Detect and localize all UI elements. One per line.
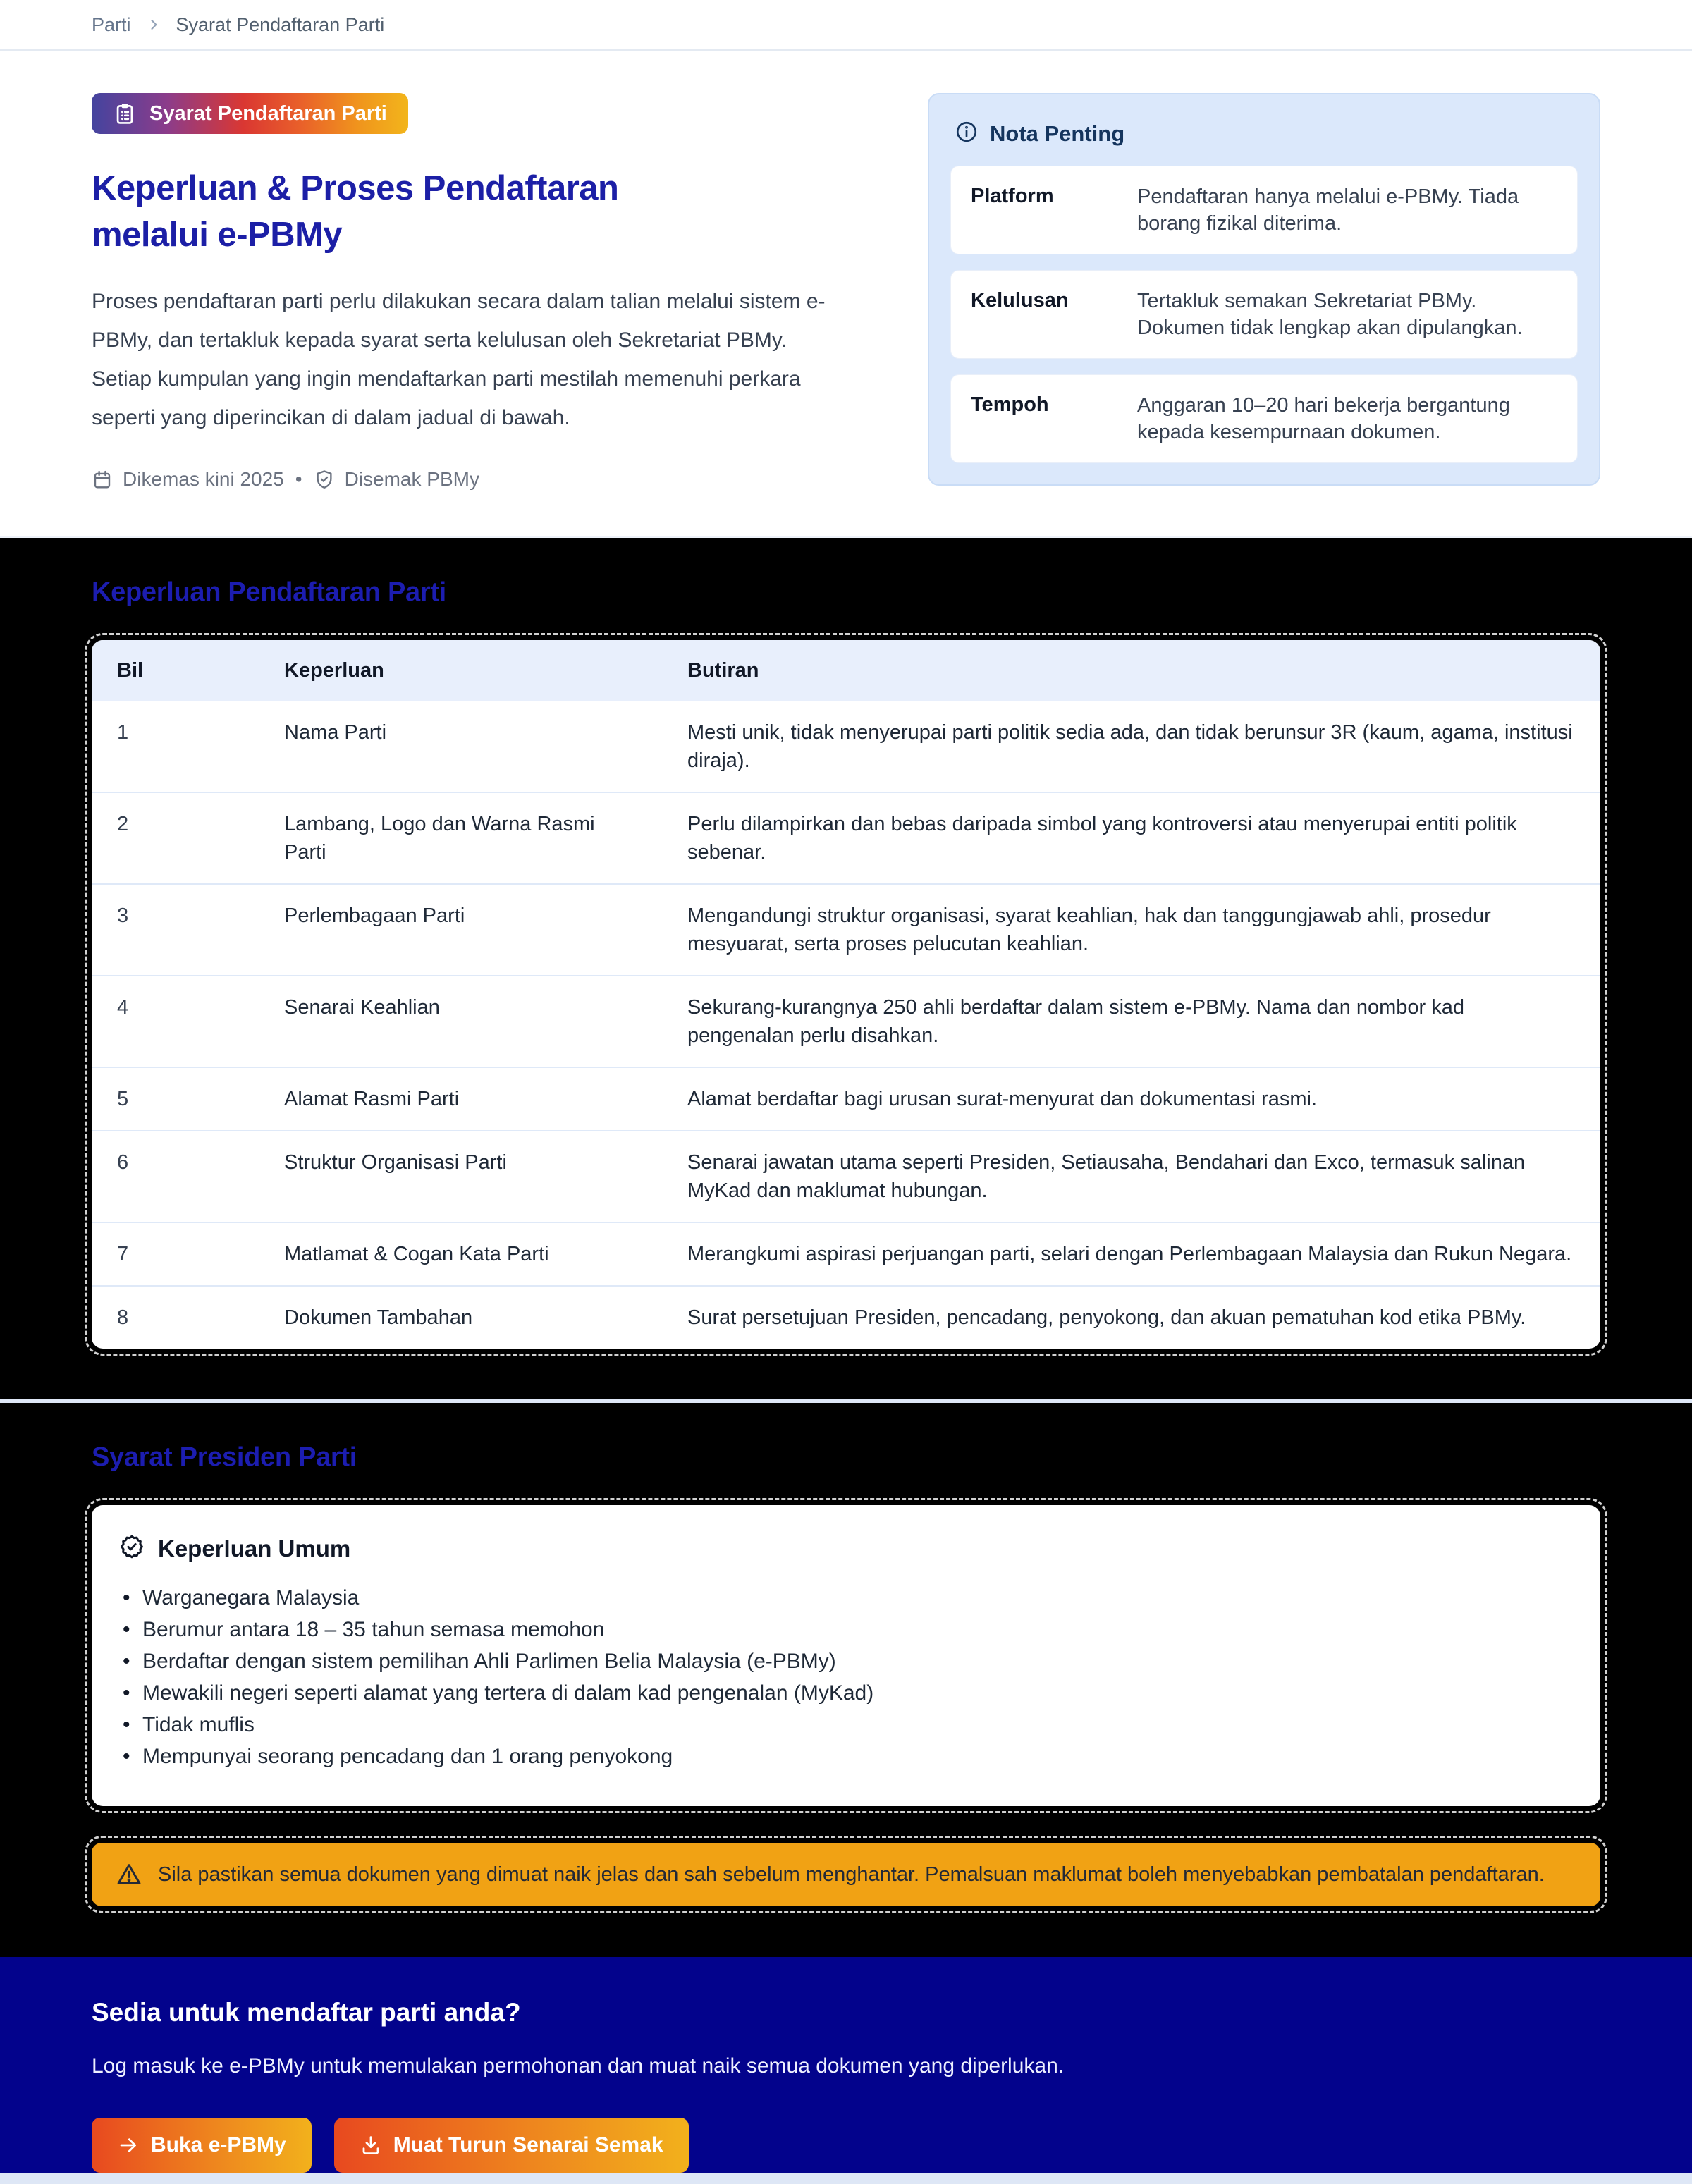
cell-bil: 1 xyxy=(117,721,129,744)
cell-butiran: Merangkumi aspirasi perjuangan parti, selari dengan Perlembagaan Malaysia dan Rukun Negara. xyxy=(687,1243,1572,1265)
cell-butiran: Alamat berdaftar bagi urusan surat-menyurat dan dokumentasi rasmi. xyxy=(687,1088,1317,1110)
hero-section xyxy=(0,51,1692,538)
bottom-strip xyxy=(0,2173,1692,2184)
warning-text: Sila pastikan semua dokumen yang dimuat naik jelas dan sah sebelum menghantar. Pemalsuan maklumat boleh menyebabkan pembatalan pendaftaran. xyxy=(158,1863,1545,1886)
nota-item-kelulusan xyxy=(950,270,1578,359)
badge-check-icon xyxy=(118,1533,145,1564)
cell-butiran: Perlu dilampirkan dan bebas daripada simbol yang kontroversi atau menyerupai entiti politik sebenar. xyxy=(687,813,1517,864)
nota-item-text: Anggaran 10–20 hari bekerja bergantung kepada kesempurnaan dokumen. xyxy=(1137,394,1510,443)
hero-badge xyxy=(92,93,408,134)
chevron-right-icon xyxy=(147,18,161,32)
nota-item-text: Tertakluk semakan Sekretariat PBMy. Dokumen tidak lengkap akan dipulangkan. xyxy=(1137,290,1523,339)
page-title-line-1: Keperluan & Proses Pendaftaran xyxy=(92,169,619,207)
cell-keperluan: Matlamat & Cogan Kata Parti xyxy=(284,1243,549,1265)
cell-keperluan: Perlembagaan Parti xyxy=(284,904,465,927)
cell-keperluan: Lambang, Logo dan Warna Rasmi Parti xyxy=(284,813,595,864)
cell-keperluan: Senarai Keahlian xyxy=(284,996,440,1019)
meta-dot: • xyxy=(295,468,302,490)
open-epbmy-button[interactable] xyxy=(92,2118,312,2173)
table-row xyxy=(92,975,1600,1067)
cta-buttons xyxy=(92,2118,1600,2173)
nota-penting-card xyxy=(928,93,1600,486)
cell-keperluan: Struktur Organisasi Parti xyxy=(284,1151,507,1174)
breadcrumb-link-parti[interactable]: Parti xyxy=(92,13,131,35)
list-item: • Tidak muflis xyxy=(118,1712,1574,1738)
nota-penting-title: Nota Penting xyxy=(990,121,1125,146)
cell-bil: 3 xyxy=(117,904,129,927)
hero-description: Proses pendaftaran parti perlu dilakukan secara dalam talian melalui sistem e-PBMy, dan tertakluk kepada syarat serta kelulusan oleh Sekretariat PBMy. Setiap kumpulan yang ingin mendaftarkan parti mestilah memenuhi perkara seperti yang diperincikan di dalam jadual di bawah. xyxy=(92,290,826,429)
keperluan-umum-card xyxy=(92,1505,1600,1806)
calendar-icon xyxy=(92,469,113,490)
meta-updated-label: Dikemas kini 2025 xyxy=(123,468,284,490)
keperluan-umum-title: Keperluan Umum xyxy=(158,1535,351,1562)
list-item: • Berumur antara 18 – 35 tahun semasa memohon xyxy=(118,1616,1574,1643)
page-title-line-2: melalui e-PBMy xyxy=(92,216,343,254)
breadcrumb xyxy=(92,14,384,36)
cell-bil: 4 xyxy=(117,996,129,1019)
cell-butiran: Mesti unik, tidak menyerupai parti politik sedia ada, dan tidak berunsur 3R (kaum, agama, institusi diraja). xyxy=(687,721,1573,772)
hero-badge-label: Syarat Pendaftaran Parti xyxy=(149,102,387,125)
nota-item-text: Pendaftaran hanya melalui e-PBMy. Tiada borang fizikal diterima. xyxy=(1137,185,1519,235)
list-item: • Berdaftar dengan sistem pemilihan Ahli Parlimen Belia Malaysia (e-PBMy) xyxy=(118,1648,1574,1675)
meta-reviewed xyxy=(314,468,479,491)
president-section xyxy=(0,1403,1692,1957)
table-row xyxy=(92,1222,1600,1285)
table-row xyxy=(92,701,1600,792)
requirements-table xyxy=(92,640,1600,1349)
cell-bil: 5 xyxy=(117,1088,129,1110)
nota-item-label: Platform xyxy=(971,185,1054,207)
cell-keperluan: Dokumen Tambahan xyxy=(284,1306,473,1329)
cell-keperluan: Nama Parti xyxy=(284,721,387,744)
breadcrumb-bar xyxy=(0,0,1692,51)
table-row xyxy=(92,883,1600,975)
download-checklist-button[interactable] xyxy=(334,2118,689,2173)
list-item: • Mempunyai seorang pencadang dan 1 orang penyokong xyxy=(118,1743,1574,1770)
table-row xyxy=(92,1285,1600,1349)
cta-text: Log masuk ke e-PBMy untuk memulakan permohonan dan muat naik semua dokumen yang diperlukan. xyxy=(92,2054,1065,2078)
meta-updated xyxy=(92,468,284,491)
download-icon xyxy=(360,2134,382,2157)
cell-butiran: Senarai jawatan utama seperti Presiden, Setiausaha, Bendahari dan Exco, termasuk salinan MyKad dan maklumat hubungan. xyxy=(687,1151,1526,1202)
cell-butiran: Sekurang-kurangnya 250 ahli berdaftar dalam sistem e-PBMy. Nama dan nombor kad pengenalan perlu disahkan. xyxy=(687,996,1465,1047)
table-header-keperluan: Keperluan xyxy=(284,659,384,682)
table-body xyxy=(92,701,1600,1349)
nota-item-label: Tempoh xyxy=(971,393,1049,416)
arrow-right-icon xyxy=(117,2134,140,2157)
info-icon xyxy=(955,120,979,147)
table-row xyxy=(92,792,1600,883)
table-row xyxy=(92,1130,1600,1222)
hero-meta xyxy=(92,468,839,491)
requirements-heading: Keperluan Pendaftaran Parti xyxy=(92,577,446,607)
list-item: • Warganegara Malaysia xyxy=(118,1585,1574,1612)
table-header-bil: Bil xyxy=(117,659,144,682)
cta-heading: Sedia untuk mendaftar parti anda? xyxy=(92,1998,521,2027)
requirements-section xyxy=(0,538,1692,1399)
meta-reviewed-label: Disemak PBMy xyxy=(344,468,479,490)
cell-butiran: Surat persetujuan Presiden, pencadang, penyokong, dan akuan pematuhan kod etika PBMy. xyxy=(687,1306,1526,1329)
table-header-butiran: Butiran xyxy=(687,659,759,682)
cell-keperluan: Alamat Rasmi Parti xyxy=(284,1088,460,1110)
president-heading: Syarat Presiden Parti xyxy=(92,1442,357,1472)
list-item: • Mewakili negeri seperti alamat yang tertera di dalam kad pengenalan (MyKad) xyxy=(118,1680,1574,1707)
cell-bil: 6 xyxy=(117,1151,129,1174)
nota-item-platform xyxy=(950,166,1578,254)
cell-butiran: Mengandungi struktur organisasi, syarat keahlian, hak dan tanggungjawab ahli, prosedur mesyuarat, serta proses pelucutan keahlian. xyxy=(687,904,1491,955)
download-checklist-label: Muat Turun Senarai Semak xyxy=(393,2133,663,2157)
shield-check-icon xyxy=(314,469,335,490)
table-header-row xyxy=(92,640,1600,701)
warning-banner xyxy=(92,1843,1600,1906)
cell-bil: 2 xyxy=(117,813,129,835)
clipboard-icon xyxy=(113,102,137,125)
warning-triangle-icon xyxy=(116,1861,142,1888)
open-epbmy-label: Buka e-PBMy xyxy=(151,2133,286,2157)
cell-bil: 7 xyxy=(117,1243,129,1265)
table-row xyxy=(92,1067,1600,1130)
nota-penting-header xyxy=(955,120,1578,147)
page-title xyxy=(92,165,839,258)
hero-left xyxy=(92,93,839,491)
nota-item-tempoh xyxy=(950,374,1578,463)
keperluan-umum-header xyxy=(118,1533,1574,1564)
breadcrumb-current: Syarat Pendaftaran Parti xyxy=(176,13,385,35)
cell-bil: 8 xyxy=(117,1306,129,1329)
cta-section xyxy=(0,1957,1692,2173)
keperluan-umum-list xyxy=(118,1585,1574,1770)
nota-item-label: Kelulusan xyxy=(971,289,1069,312)
